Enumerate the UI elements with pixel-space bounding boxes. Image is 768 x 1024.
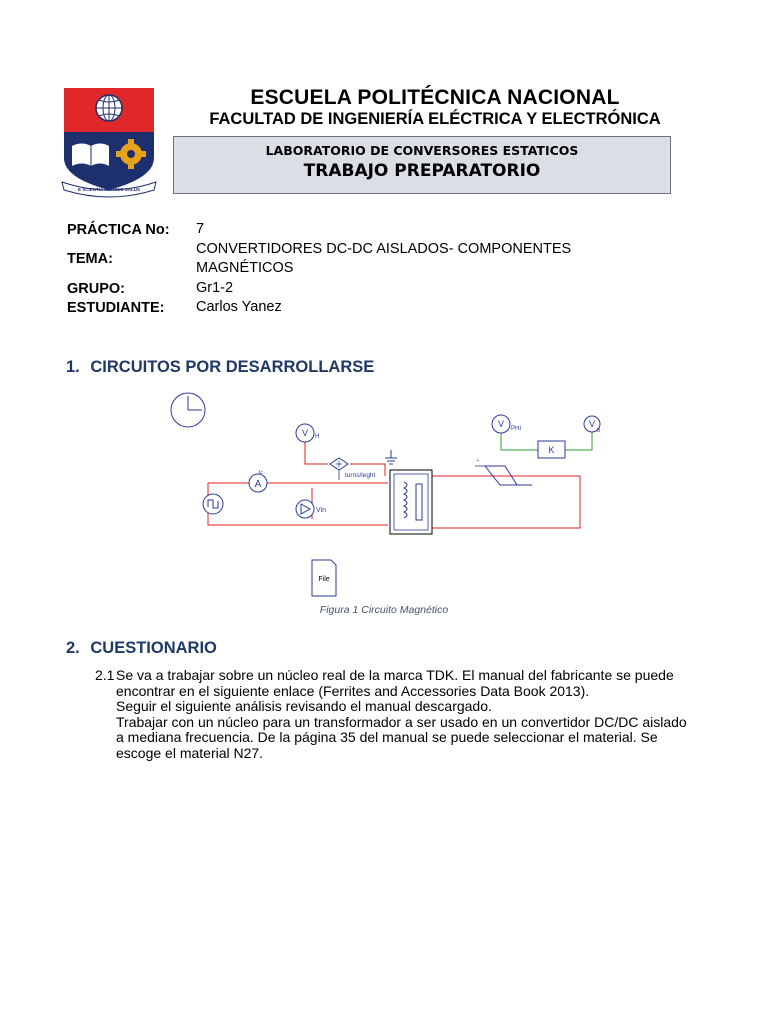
clock-icon bbox=[171, 393, 205, 427]
magnetic-core-icon bbox=[390, 470, 432, 534]
gain-block-icon bbox=[538, 441, 565, 458]
section1-number: 1. bbox=[66, 358, 80, 376]
faculty-name: FACULTAD DE INGENIERÍA ELÉCTRICA Y ELECTRÓNICA bbox=[209, 110, 661, 128]
vb-sub: B bbox=[597, 428, 601, 434]
ground-icon bbox=[385, 450, 397, 464]
tema-value-line2: MAGNÉTICOS bbox=[196, 260, 294, 276]
grupo-label: GRUPO: bbox=[67, 281, 125, 297]
q21-line3: Seguir el siguiente análisis revisando el manual descargado. bbox=[116, 698, 492, 715]
question-2-1 bbox=[95, 668, 715, 762]
epn-logo bbox=[58, 86, 160, 200]
ammeter-icon bbox=[249, 470, 267, 492]
section2-number: 2. bbox=[66, 639, 80, 657]
ammeter-tag: Ic bbox=[259, 470, 263, 476]
grupo-value: Gr1-2 bbox=[196, 280, 234, 296]
work-title: TRABAJO PREPARATORIO bbox=[303, 161, 541, 181]
vphi-v: V bbox=[497, 419, 505, 429]
section1-heading bbox=[66, 358, 374, 377]
vh-sub: H bbox=[315, 434, 320, 440]
q21-line1: Se va a trabajar sobre un núcleo real de la marca TDK. El manual del fabricante se puede bbox=[116, 667, 674, 683]
question-number: 2.1 bbox=[95, 667, 115, 683]
q21-line4: Trabajar con un núcleo para un transformador a ser usado en un convertidor DC/DC aislado bbox=[116, 713, 687, 730]
vh-voltmeter-icon bbox=[296, 424, 319, 442]
magnetic-circuit-figure bbox=[160, 388, 600, 598]
tema-label: TEMA: bbox=[67, 251, 113, 267]
section2-heading bbox=[66, 639, 217, 658]
ammeter-label: A bbox=[254, 479, 262, 490]
vb-v: V bbox=[588, 419, 596, 429]
voltage-source-icon bbox=[203, 494, 223, 514]
section2-title: CUESTIONARIO bbox=[90, 639, 217, 657]
estudiante-label: ESTUDIANTE: bbox=[67, 300, 165, 316]
turns-source-icon bbox=[330, 458, 376, 480]
file-label: File bbox=[318, 576, 330, 583]
q21-line6: escoge el material N27. bbox=[116, 744, 264, 761]
hysteresis-block-icon bbox=[475, 458, 532, 485]
figure-caption: Figura 1 Circuito Magnético bbox=[319, 604, 449, 616]
practica-value: 7 bbox=[196, 221, 205, 237]
file-block-icon bbox=[312, 560, 336, 596]
turns-label: turns/leght bbox=[345, 472, 376, 479]
practica-label: PRÁCTICA No: bbox=[67, 222, 170, 238]
q21-line5: a mediana frecuencia. De la página 35 del manual se puede seleccionar el material. Se bbox=[116, 729, 658, 746]
gain-label: K bbox=[548, 445, 555, 455]
lab-title-box bbox=[173, 136, 671, 194]
q21-line2: encontrar en el siguiente enlace (Ferrites and Accessories Data Book 2013). bbox=[116, 682, 590, 699]
vb-voltmeter-icon bbox=[584, 416, 601, 434]
school-name: ESCUELA POLITÉCNICA NACIONAL bbox=[250, 86, 620, 109]
vin-label: Vin bbox=[316, 507, 326, 514]
vh-v: V bbox=[301, 428, 309, 438]
logo-motto: E SCIENTIA HOMINIS SALUS bbox=[77, 187, 141, 192]
lab-name: LABORATORIO DE CONVERSORES ESTATICOS bbox=[265, 143, 579, 158]
estudiante-value: Carlos Yanez bbox=[196, 299, 282, 315]
svg-text:•: • bbox=[477, 458, 479, 464]
section1-title: CIRCUITOS POR DESARROLLARSE bbox=[90, 358, 375, 376]
vphi-sub: PHI bbox=[511, 426, 522, 432]
vphi-voltmeter-icon bbox=[492, 415, 521, 433]
vin-voltmeter-icon bbox=[296, 500, 326, 518]
tema-value-line1: CONVERTIDORES DC-DC AISLADOS- COMPONENTES bbox=[196, 241, 572, 257]
